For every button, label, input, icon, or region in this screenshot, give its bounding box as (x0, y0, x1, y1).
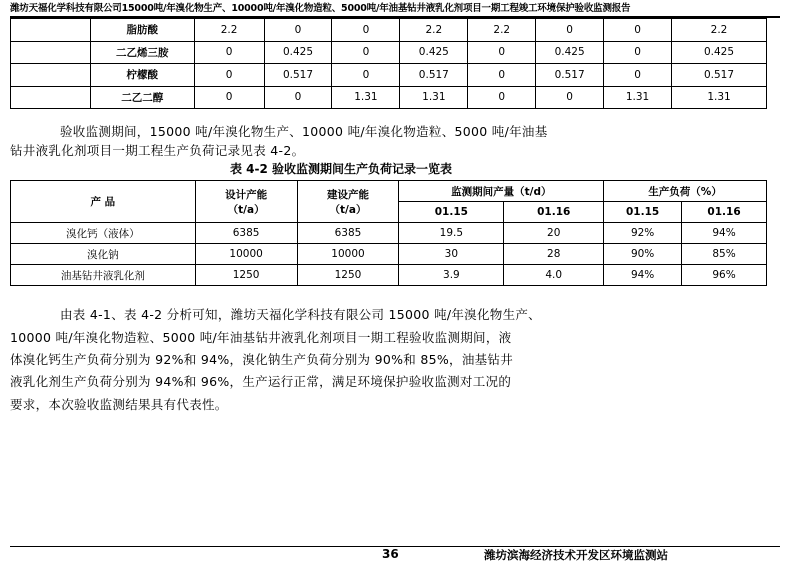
product-out2-cell: 4.0 (504, 265, 604, 286)
material-value: 1.31 (332, 86, 400, 109)
material-row (11, 41, 767, 64)
page-number: 36 (382, 547, 399, 561)
material-name: 二乙二醇 (90, 86, 194, 109)
header-built-unit: （t/a） (329, 203, 367, 216)
material-row (11, 86, 767, 109)
product-out2-cell: 20 (504, 223, 604, 244)
blank-cell (11, 41, 91, 64)
product-row (11, 223, 767, 244)
material-value: 0.425 (264, 41, 332, 64)
product-load1-cell: 94% (604, 265, 682, 286)
product-built-cell: 1250 (297, 265, 399, 286)
header-product: 产 品 (11, 181, 196, 223)
material-value: 0 (536, 19, 604, 42)
header-design-label: 设计产能 (225, 188, 268, 201)
material-value: 0 (536, 86, 604, 109)
material-value: 1.31 (604, 86, 672, 109)
paragraph2-line2: 10000 吨/年溴化物造粒、5000 吨/年油基钻井液乳化剂项目一期工程验收监测期间，液 (10, 330, 512, 345)
blank-cell (11, 19, 91, 42)
product-load1-cell: 90% (604, 244, 682, 265)
product-load1-cell: 92% (604, 223, 682, 244)
product-out1-cell: 3.9 (399, 265, 504, 286)
footer-organization: 潍坊滨海经济技术开发区环境监测站 (484, 548, 668, 562)
material-value: 0 (468, 86, 536, 109)
product-out1-cell: 30 (399, 244, 504, 265)
material-value: 1.31 (672, 86, 767, 109)
material-value: 2.2 (194, 19, 264, 42)
header-design-capacity (195, 181, 297, 223)
material-value: 0.425 (536, 41, 604, 64)
product-product-cell: 油基钻井液乳化剂 (11, 265, 196, 286)
paragraph2-line4: 液乳化剂生产负荷分别为 94%和 96%，生产运行正常，满足环境保护验收监测对工况的 (10, 374, 512, 389)
table-caption: 表 4-2 验收监测期间生产负荷记录一览表 (230, 162, 453, 176)
material-row (11, 64, 767, 87)
material-value: 0 (604, 41, 672, 64)
product-out1-cell: 19.5 (399, 223, 504, 244)
material-name: 柠檬酸 (90, 64, 194, 87)
material-value: 0 (332, 19, 400, 42)
product-out2-cell: 28 (504, 244, 604, 265)
product-product-cell: 溴化钙（液体） (11, 223, 196, 244)
production-load-table (10, 180, 767, 286)
material-value: 2.2 (400, 19, 468, 42)
paragraph2-line5: 要求，本次验收监测结果具有代表性。 (10, 397, 228, 412)
material-value: 1.31 (400, 86, 468, 109)
material-value: 0.517 (400, 64, 468, 87)
material-value: 2.2 (672, 19, 767, 42)
material-value: 0.517 (536, 64, 604, 87)
material-value: 0 (264, 86, 332, 109)
product-design-cell: 10000 (195, 244, 297, 265)
material-value: 0.425 (400, 41, 468, 64)
product-load2-cell: 94% (682, 223, 767, 244)
material-value: 0 (332, 41, 400, 64)
header-date-output-1: 01.15 (399, 202, 504, 223)
header-output: 监测期间产量（t/d） (399, 181, 604, 202)
header-design-unit: （t/a） (227, 203, 265, 216)
product-product-cell: 溴化钠 (11, 244, 196, 265)
paragraph1-line1: 验收监测期间，15000 吨/年溴化物生产、10000 吨/年溴化物造粒、5000 吨/年油基 (60, 124, 548, 139)
blank-cell (11, 64, 91, 87)
material-value: 0 (604, 19, 672, 42)
material-value: 0 (194, 86, 264, 109)
material-value: 0 (468, 41, 536, 64)
product-built-cell: 6385 (297, 223, 399, 244)
material-row (11, 19, 767, 42)
material-value: 0 (468, 64, 536, 87)
material-value: 0 (194, 41, 264, 64)
material-name: 脂肪酸 (90, 19, 194, 42)
paragraph1-line2: 钻井液乳化剂项目一期工程生产负荷记录见表 4-2。 (10, 143, 305, 158)
product-built-cell: 10000 (297, 244, 399, 265)
material-consumption-table (10, 18, 767, 109)
material-value: 0 (604, 64, 672, 87)
header-date-load-1: 01.15 (604, 202, 682, 223)
material-value: 0 (332, 64, 400, 87)
paragraph2-line1: 由表 4-1、表 4-2 分析可知，潍坊天福化学科技有限公司 15000 吨/年溴化物生产、 (60, 307, 541, 322)
product-load2-cell: 85% (682, 244, 767, 265)
material-value: 0.517 (264, 64, 332, 87)
header-date-output-2: 01.16 (504, 202, 604, 223)
header-built-label: 建设产能 (327, 188, 369, 201)
material-name: 二乙烯三胺 (90, 41, 194, 64)
product-load2-cell: 96% (682, 265, 767, 286)
material-value: 0 (194, 64, 264, 87)
header-built-capacity (297, 181, 399, 223)
product-row (11, 265, 767, 286)
paragraph2-line3: 体溴化钙生产负荷分别为 92%和 94%，溴化钠生产负荷分别为 90%和 85%，油基钻井 (10, 352, 514, 367)
material-value: 2.2 (468, 19, 536, 42)
material-value: 0 (264, 19, 332, 42)
document-header: 潍坊天福化学科技有限公司15000吨/年溴化物生产、10000吨/年溴化物造粒、5000吨/年油基钻井液乳化剂项目一期工程竣工环境保护验收监测报告 (10, 3, 631, 14)
material-value: 0.517 (672, 64, 767, 87)
product-design-cell: 6385 (195, 223, 297, 244)
header-load: 生产负荷（%） (604, 181, 767, 202)
header-date-load-2: 01.16 (682, 202, 767, 223)
material-value: 0.425 (672, 41, 767, 64)
blank-cell (11, 86, 91, 109)
product-design-cell: 1250 (195, 265, 297, 286)
product-row (11, 244, 767, 265)
